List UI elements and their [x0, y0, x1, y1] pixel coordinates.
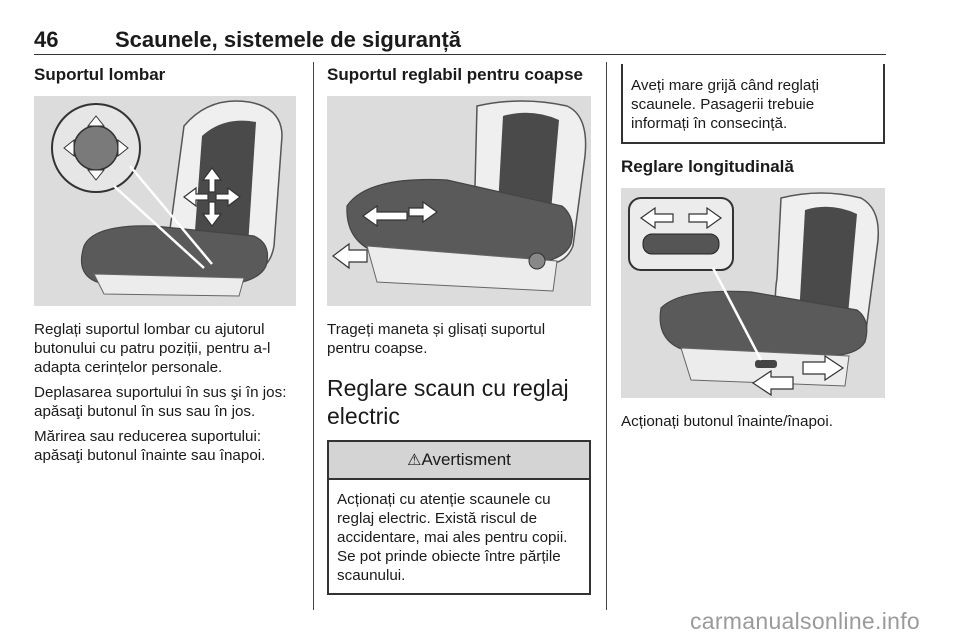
warning-header [329, 442, 589, 480]
longitudinal-paragraph-1: Acționați butonul înainte/înapoi. [621, 413, 833, 430]
lumbar-seat-illustration [34, 96, 296, 306]
section-title-thigh: Suportul reglabil pentru coapse [327, 65, 583, 84]
column-thigh [327, 64, 591, 595]
longitudinal-seat-illustration [621, 188, 885, 398]
lumbar-paragraph-3: Mărirea sau reducerea suportului: apăsaţi butonul înainte sau înapoi. [34, 428, 266, 464]
thigh-paragraph-1: Trageți maneta și glisați suportul pentru coapse. [327, 321, 546, 357]
site-watermark: carmanualsonline.info [689, 608, 920, 634]
chapter-title: Scaunele, sistemele de siguranță [115, 27, 462, 52]
section-title-longitudinal: Reglare longitudinală [621, 157, 794, 176]
header-divider [34, 54, 886, 55]
column-divider [606, 62, 607, 610]
thigh-support-illustration [327, 96, 591, 306]
page-header [34, 27, 886, 53]
lumbar-paragraph-1: Reglați suportul lombar cu ajutorul butonului cu patru poziții, pentru a-l adapta cerințelor personale. [34, 321, 271, 376]
warning-continuation-box [621, 64, 885, 144]
column-longitudinal [621, 64, 885, 431]
warning-text: Acționați cu atenție scaunele cu reglaj electric. Există riscul de accidentare, mai ales pentru copii. Se pot prinde obiecte între părțile scaunului. [337, 491, 568, 584]
page-number: 46 [34, 27, 59, 52]
warning-body [329, 480, 589, 593]
column-divider [313, 62, 314, 610]
warning-box [327, 440, 591, 595]
lumbar-paragraph-2: Deplasarea suportului în sus şi în jos: apăsaţi butonul în sus sau în jos. [34, 384, 287, 420]
section-title-lumbar: Suportul lombar [34, 65, 166, 84]
warning-label: Avertisment [421, 450, 511, 469]
column-lumbar [34, 64, 296, 465]
warning-triangle-icon: ⚠ [407, 452, 422, 469]
section-title-electric: Reglare scaun cu reglaj electric [327, 375, 569, 429]
warning-continuation-text: Aveți mare grijă când reglați scaunele. Pasagerii trebuie informați în consecință. [631, 77, 819, 132]
